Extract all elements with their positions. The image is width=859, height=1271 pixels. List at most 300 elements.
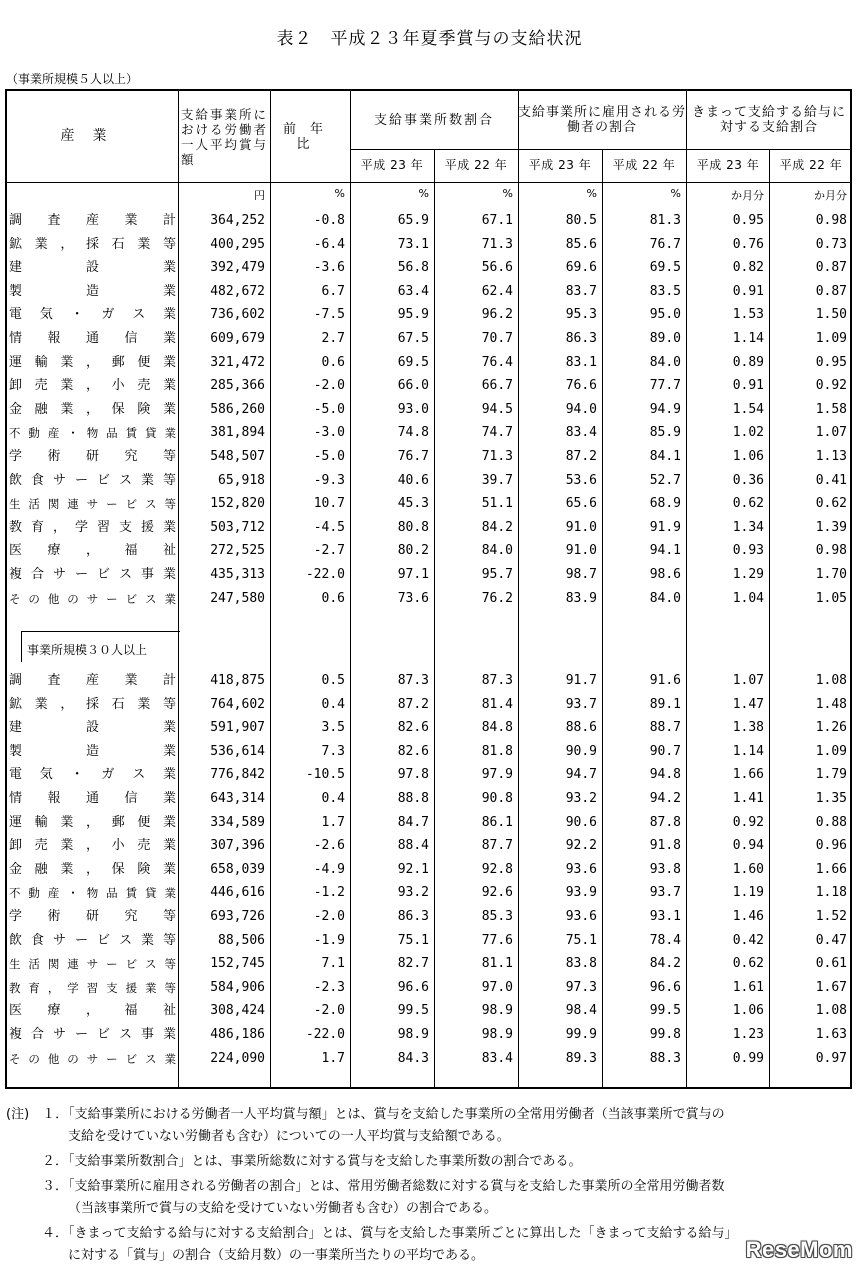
table-row [7,858,852,881]
table-cell: 88.3 [649,1050,681,1066]
table-cell: 97.1 [397,567,429,582]
table-cell: 91.7 [565,673,597,688]
table-cell: 1.09 [815,331,847,346]
table-cell: 91.6 [649,673,681,688]
table-cell: 0.93 [732,543,764,559]
table-cell: 0.88 [815,814,847,830]
table-cell: 548,507 [210,449,265,464]
table-cell: 69.5 [649,260,681,276]
table-cell: 10.7 [313,496,345,512]
industry-name: 飲食サービス業等 [9,472,176,488]
table-cell: 0.95 [815,354,847,370]
table-cell: 84.0 [649,354,681,370]
table-cell: 98.6 [649,567,681,582]
table-cell: 272,525 [210,543,265,559]
table-cell: 0.41 [815,472,847,488]
header-avg-bonus: 支給事業所における労働者一人平均賞与額 [181,107,267,167]
industry-name: 卸売業，小売業 [9,378,176,394]
table-cell: 70.7 [481,331,513,346]
table-cell: 0.73 [815,236,847,252]
table-cell: 1.06 [732,1003,764,1019]
table-cell: 94.1 [649,543,681,559]
note-line: に対する「賞与」の割合（支給月数）の一事業所当たりの平均である。 [68,1248,485,1263]
table-cell: 83.4 [565,425,597,441]
table-cell: 74.7 [481,425,513,441]
industry-name: 金融業，保険業 [9,861,176,877]
industry-name: 複合サービス事業 [9,1027,176,1042]
table-cell: 92.2 [565,838,597,854]
table-cell: 84.8 [481,720,513,736]
table-cell: 0.42 [732,932,764,948]
unit-label: 円 [254,189,265,202]
table-cell: 93.8 [649,861,681,877]
table-cell: 1.08 [815,1003,847,1019]
table-cell: 6.7 [321,283,345,299]
table-cell: 76.7 [649,236,681,252]
table-cell: 76.4 [481,354,513,370]
industry-name: 調査産業計 [9,213,176,228]
table-row [7,999,852,1022]
note-line: ４．「きまって支給する給与に対する支給割合」とは、賞与を支給した事業所ごとに算出した「きまって支給する給与」 [42,1226,738,1241]
table-row [7,539,852,562]
table-cell: 0.62 [732,496,764,512]
table-cell: 7.1 [321,956,345,972]
industry-name: 不動産・物品賃貸業 [9,426,176,441]
table-cell: 90.9 [565,743,597,759]
table-cell: -2.0 [313,378,345,394]
table-cell: 0.92 [732,814,764,830]
table-cell: 76.6 [565,378,597,394]
industry-name: 卸売業，小売業 [9,838,176,854]
table-cell: -22.0 [305,567,345,582]
table-cell: 1.18 [815,885,847,901]
table-cell: 643,314 [210,791,265,806]
table-cell: 67.1 [481,213,513,228]
table-cell: 0.76 [732,236,764,252]
table-cell: 63.4 [397,283,429,299]
table-cell: 88.7 [649,720,681,736]
table-cell: 1.39 [815,519,847,535]
table-cell: 93.6 [565,909,597,924]
table-cell: 77.7 [649,378,681,394]
table-cell: 0.91 [732,283,764,299]
table-row [7,693,852,716]
table-row [7,881,852,904]
table-row [7,516,852,539]
table-cell: 65.9 [397,213,429,228]
table-cell: 92.8 [481,861,513,877]
table-cell: 98.9 [397,1027,429,1042]
table-cell: 0.94 [732,838,764,854]
table-cell: 68.9 [649,496,681,512]
table-cell: 80.5 [565,213,597,228]
table-cell: 0.36 [732,472,764,488]
table-cell: 1.06 [732,449,764,464]
table-cell: 74.8 [397,425,429,441]
table-cell: 87.2 [565,449,597,464]
table-row [7,398,852,421]
table-cell: 77.6 [481,932,513,948]
table-cell: 586,260 [210,401,265,417]
table-row [7,374,852,397]
table-cell: 85.9 [649,425,681,441]
section2-label: 事業所規模３０人以上 [27,643,148,657]
industry-name: 学術研究等 [9,449,176,464]
table-cell: 91.9 [649,519,681,535]
table-cell: 152,820 [210,496,265,512]
header-h22: 平成 22 年 [612,158,676,172]
scope-label: （事業所規模５人以上） [6,72,139,86]
industry-name: 生活関連サービス等 [9,957,176,972]
table-cell: 86.1 [481,814,513,830]
table-cell: 591,907 [210,720,265,736]
table-row [7,905,852,928]
table-cell: 99.8 [649,1027,681,1042]
table-row [7,669,852,692]
header-h23: 平成 23 年 [696,158,760,172]
table-cell: 93.9 [565,885,597,901]
table-cell: 91.0 [565,543,597,559]
table-cell: 0.97 [815,1050,847,1066]
table-cell: 1.13 [815,449,847,464]
table-cell: 62.4 [481,283,513,299]
table-cell: 1.41 [732,791,764,806]
table-cell: 86.3 [397,909,429,924]
table-cell: 0.61 [815,956,847,972]
table-cell: 0.6 [321,354,345,370]
industry-name: 運輸業，郵便業 [9,354,176,370]
industry-name: 医療，福祉 [9,1003,176,1019]
table-cell: -3.6 [313,260,345,276]
table-row [7,834,852,857]
table-cell: -1.9 [313,932,345,948]
table-cell: -4.5 [313,519,345,535]
table-cell: 87.7 [481,838,513,854]
table-cell: 1.66 [732,767,764,783]
table-cell: 334,589 [210,814,265,830]
resemom-logo: ReseMom [745,1237,853,1262]
table-cell: 75.1 [397,932,429,948]
header-establishment-ratio: 支給事業所数割合 [373,112,494,128]
table-cell: 78.4 [649,932,681,948]
header-payment-ratio: きまって支給する給与に対する支給割合 [691,105,846,135]
table-cell: 94.7 [565,767,597,783]
table-cell: 364,252 [210,213,265,228]
table-cell: 1.50 [815,307,847,323]
table-row [7,811,852,834]
table-cell: 66.7 [481,378,513,394]
table-cell: 1.47 [732,696,764,712]
industry-name: 複合サービス事業 [9,567,176,582]
table-cell: 84.2 [649,956,681,972]
table-row [7,233,852,256]
table-cell: 0.92 [815,378,847,394]
unit-label: か月分 [814,189,847,202]
table-row [7,209,852,232]
table-cell: 1.19 [732,885,764,901]
table-cell: 81.1 [481,956,513,972]
unit-label: % [586,187,597,200]
table-cell: 83.5 [649,283,681,299]
industry-name: 情報通信業 [9,791,176,806]
table-cell: 1.23 [732,1027,764,1042]
table-cell: 99.5 [397,1003,429,1019]
table-cell: 88.8 [397,791,429,806]
table-cell: 1.7 [321,1050,345,1066]
header-industry: 産業 [60,128,125,144]
table-cell: 2.7 [321,331,345,346]
table-cell: 307,396 [210,838,265,854]
table-cell: 609,679 [210,331,265,346]
table-row [7,492,852,515]
industry-name: 運輸業，郵便業 [9,814,176,830]
table-row [7,351,852,374]
table-cell: 90.6 [565,814,597,830]
table-cell: 152,745 [210,956,265,972]
table-cell: 81.4 [481,696,513,712]
note-line: ２．「支給事業所数割合」とは、事業所総数に対する賞与を支給した事業所数の割合である。 [42,1154,582,1169]
table-cell: 95.7 [481,567,513,582]
note-line: ３．「支給事業所に雇用される労働者の割合」とは、常用労働者総数に対する賞与を支給した事業所の全常用労働者数 [42,1179,725,1194]
industry-name: 調査産業計 [9,673,176,688]
table-cell: 80.8 [397,519,429,535]
table-cell: 87.3 [481,673,513,688]
table-title: 表２ 平成２３年夏季賞与の支給状況 [276,29,583,49]
unit-label: % [334,187,345,200]
table-cell: 91.8 [649,838,681,854]
table-cell: 93.0 [397,401,429,417]
table-cell: 736,602 [210,307,265,323]
table-cell: 1.60 [732,861,764,877]
table-cell: 1.07 [815,425,847,441]
table-cell: 84.7 [397,814,429,830]
table-cell: 73.6 [397,590,429,606]
table-cell: 85.6 [565,236,597,252]
header-h22: 平成 22 年 [444,158,508,172]
table-cell: 94.2 [649,791,681,806]
unit-label: % [418,187,429,200]
unit-label: % [502,187,513,200]
table-cell: 84.1 [649,449,681,464]
table-row [7,280,852,303]
table-row [7,256,852,279]
table-cell: 1.05 [815,590,847,606]
industry-name: 情報通信業 [9,331,176,346]
table-cell: 89.0 [649,331,681,346]
table-row [7,469,852,492]
table-cell: -0.8 [313,213,345,228]
table-cell: -10.5 [305,767,345,783]
table-cell: 1.61 [732,979,764,995]
table-row [7,563,852,586]
table-cell: 94.8 [649,767,681,783]
table-cell: -2.6 [313,838,345,854]
table-cell: 96.6 [397,979,429,995]
industry-name: 電気・ガス業 [9,767,176,783]
industry-name: 教育，学習支援業等 [9,980,176,995]
table-cell: 1.07 [732,673,764,688]
table-cell: 0.98 [815,543,847,559]
table-cell: 84.2 [481,519,513,535]
table-cell: 56.6 [481,260,513,276]
industry-name: 教育，学習支援業 [9,519,176,535]
table-cell: 96.6 [649,979,681,995]
table-cell: 94.0 [565,401,597,417]
header-h23: 平成 23 年 [360,158,424,172]
table-cell: -6.4 [313,236,345,252]
table-cell: 83.8 [565,956,597,972]
table-cell: 88.6 [565,720,597,736]
note-line: (注) １．「支給事業所における労働者一人平均賞与額」とは、賞与を支給した事業所の全常用労働者（当該事業所で賞与の [6,1107,725,1122]
industry-name: 飲食サービス業等 [9,932,176,948]
table-row [7,421,852,444]
table-cell: 1.54 [732,401,764,417]
table-cell: 1.29 [732,567,764,582]
industry-name: 金融業，保険業 [9,401,176,417]
bonus-table [5,89,852,1089]
table-cell: 71.3 [481,236,513,252]
table-cell: 82.6 [397,720,429,736]
table-cell: 1.63 [815,1027,847,1042]
table-cell: 93.7 [565,696,597,712]
table-cell: 66.0 [397,378,429,394]
table-cell: 536,614 [210,743,265,759]
table-cell: 73.1 [397,236,429,252]
table-cell: 1.53 [732,307,764,323]
industry-name: 電気・ガス業 [9,307,176,323]
table-cell: -22.0 [305,1027,345,1042]
industry-name: 鉱業，採石業等 [9,696,176,712]
industry-name: その他のサービス業 [9,1051,176,1066]
table-row [7,587,852,610]
table-row [7,787,852,810]
table-cell: 1.7 [321,814,345,830]
table-cell: 76.2 [481,590,513,606]
table-cell: -2.0 [313,909,345,924]
table-cell: 94.5 [481,401,513,417]
table-cell: 658,039 [210,861,265,877]
table-row [7,929,852,952]
table-cell: 0.98 [815,213,847,228]
table-cell: 92.6 [481,885,513,901]
table-cell: 482,672 [210,283,265,299]
table-row [7,740,852,763]
table-cell: 0.99 [732,1050,764,1066]
table-cell: 98.9 [481,1003,513,1019]
table-cell: 80.2 [397,543,429,559]
table-row [7,952,852,975]
table-cell: 96.2 [481,307,513,323]
table-cell: 89.3 [565,1050,597,1066]
table-cell: 99.9 [565,1027,597,1042]
table-cell: 0.5 [321,673,345,688]
table-cell: 39.7 [481,472,513,488]
table-cell: -1.2 [313,885,345,901]
table-cell: 0.96 [815,838,847,854]
industry-name: 生活関連サービス等 [9,497,176,512]
table-cell: 98.9 [481,1027,513,1042]
table-cell: 91.0 [565,519,597,535]
table-cell: 0.62 [815,496,847,512]
table-row [7,1023,852,1046]
table-row [7,1047,852,1070]
table-cell: 84.0 [649,590,681,606]
table-cell: 97.9 [481,767,513,783]
table-cell: 381,894 [210,425,265,441]
table-cell: 97.3 [565,979,597,995]
table-cell: 83.4 [481,1050,513,1066]
table-cell: -2.0 [313,1003,345,1019]
table-cell: 82.7 [397,956,429,972]
table-cell: 87.3 [397,673,429,688]
table-cell: 65,918 [218,472,265,488]
table-cell: 285,366 [210,378,265,394]
industry-name: 学術研究等 [9,909,176,924]
table-cell: 95.9 [397,307,429,323]
table-cell: -9.3 [313,472,345,488]
table-cell: 1.08 [815,673,847,688]
table-cell: 87.2 [397,696,429,712]
table-cell: 90.8 [481,791,513,806]
table-cell: 92.1 [397,861,429,877]
table-row [7,763,852,786]
table-cell: 0.89 [732,354,764,370]
table-cell: 0.87 [815,260,847,276]
table-cell: 51.1 [481,496,513,512]
table-cell: 98.7 [565,567,597,582]
table-cell: 0.6 [321,590,345,606]
table-cell: 1.66 [815,861,847,877]
table-cell: 52.7 [649,472,681,488]
table-cell: 81.3 [649,213,681,228]
table-cell: 83.9 [565,590,597,606]
table-row [7,303,852,326]
table-cell: 0.95 [732,213,764,228]
table-cell: 392,479 [210,260,265,276]
header-yoy: 前年比 [282,121,337,152]
table-cell: 418,875 [210,673,265,688]
industry-name: 建設業 [9,260,176,276]
table-cell: 85.3 [481,909,513,924]
table-cell: 40.6 [397,472,429,488]
table-cell: 1.14 [732,743,764,759]
table-cell: -7.5 [313,307,345,323]
table-cell: 86.3 [565,331,597,346]
table-cell: 65.6 [565,496,597,512]
table-cell: 400,295 [210,236,265,252]
table-cell: 486,186 [210,1027,265,1042]
industry-name: 製造業 [9,283,176,299]
table-cell: 83.1 [565,354,597,370]
table-cell: 1.38 [732,720,764,736]
header-bottom-line [7,182,850,183]
table-cell: 0.4 [321,696,345,712]
table-cell: 321,472 [210,354,265,370]
industry-name: その他のサービス業 [9,591,176,606]
table-cell: -2.7 [313,543,345,559]
table-cell: 0.47 [815,932,847,948]
table-cell: 93.7 [649,885,681,901]
industry-name: 建設業 [9,720,176,736]
table-cell: 0.82 [732,260,764,276]
table-cell: 776,842 [210,767,265,783]
table-cell: 88.4 [397,838,429,854]
table-cell: 584,906 [210,979,265,995]
unit-label: % [670,187,681,200]
table-cell: 435,313 [210,567,265,582]
table-cell: 82.6 [397,743,429,759]
table-cell: 1.58 [815,401,847,417]
